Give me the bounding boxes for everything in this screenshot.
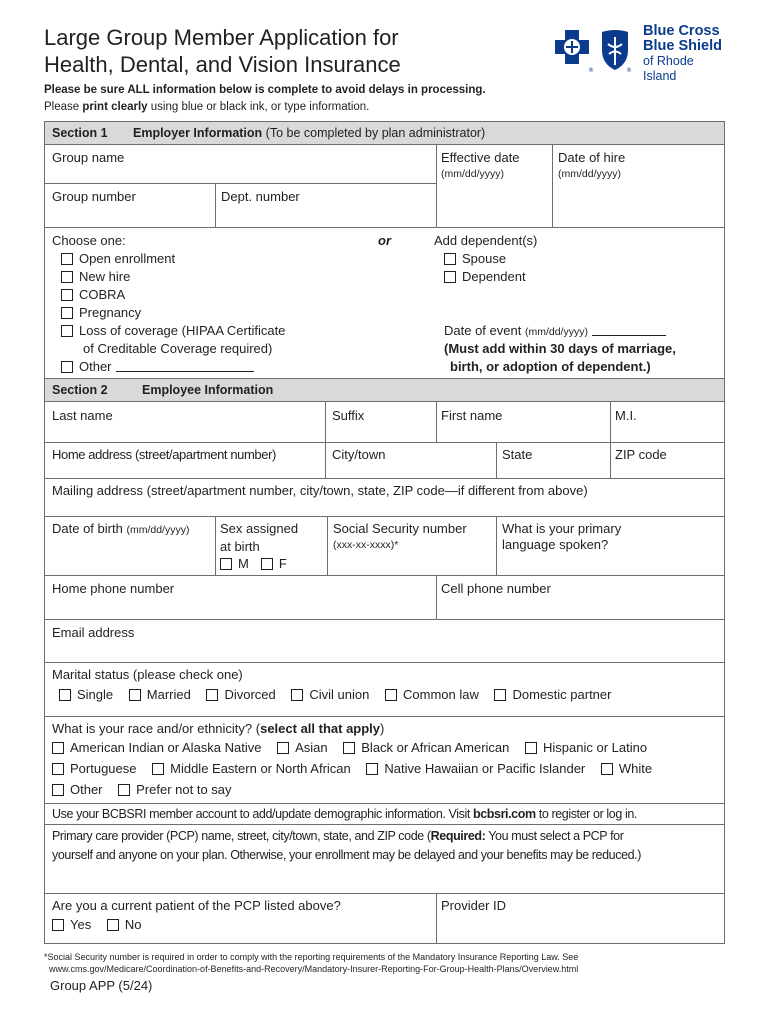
checkbox[interactable]	[385, 689, 397, 701]
checkbox[interactable]	[343, 742, 355, 754]
form-title-line2: Health, Dental, and Vision Insurance	[44, 52, 401, 77]
checkbox[interactable]	[107, 919, 119, 931]
current-patient-options	[52, 916, 153, 934]
form-title-line1: Large Group Member Application for	[44, 25, 399, 50]
sex-options	[220, 555, 287, 573]
checkbox[interactable]	[61, 253, 73, 265]
marital-options	[59, 686, 623, 704]
provider-id-field[interactable]: Provider ID	[441, 898, 507, 913]
section2-header	[45, 379, 724, 401]
section2-title: Employee Information	[142, 383, 274, 397]
race-black[interactable]: Black or African American	[343, 740, 509, 755]
checkbox[interactable]	[52, 919, 64, 931]
date-of-event-blank[interactable]	[592, 323, 666, 336]
footnote-line2: www.cms.gov/Medicare/Coordination-of-Benefits-and-Recovery/Mandatory-Insurer-Reporting-For-Group-Health-Plans/Overview.html	[49, 964, 579, 974]
ssn-field[interactable]: Social Security number	[333, 521, 467, 536]
logo-line2: Blue Shield	[643, 38, 722, 54]
race-row2	[52, 760, 664, 778]
checkbox[interactable]	[444, 271, 456, 283]
checkbox[interactable]	[291, 689, 303, 701]
option-new-hire[interactable]: New hire	[61, 268, 130, 286]
pcp-line2: yourself and anyone on your plan. Otherwise, your enrollment may be delayed and your benefits may be reduced.)	[52, 848, 642, 862]
sex-label-line2: at birth	[220, 539, 260, 554]
marital-domestic-partner[interactable]: Domestic partner	[494, 687, 611, 702]
option-cobra[interactable]: COBRA	[61, 286, 125, 304]
group-number-field[interactable]: Group number	[52, 189, 136, 204]
date-of-hire-field[interactable]: Date of hire	[558, 150, 626, 165]
race-asian[interactable]: Asian	[277, 740, 328, 755]
checkbox[interactable]	[152, 763, 164, 775]
logo-line3: of Rhode Island	[643, 54, 694, 83]
marital-married[interactable]: Married	[129, 687, 191, 702]
home-phone-field[interactable]: Home phone number	[52, 581, 175, 596]
cross-shield-logo-icon	[552, 24, 634, 74]
svg-text:®: ®	[588, 67, 594, 74]
checkbox[interactable]	[52, 763, 64, 775]
date-of-event-field[interactable]: Date of event (mm/dd/yyyy)	[444, 322, 666, 341]
checkbox[interactable]	[494, 689, 506, 701]
current-patient-question: Are you a current patient of the PCP listed above?	[52, 898, 341, 913]
sex-label-line1: Sex assigned	[220, 521, 299, 536]
checkbox[interactable]	[525, 742, 537, 754]
race-white[interactable]: White	[601, 761, 652, 776]
svg-text:®: ®	[626, 67, 632, 74]
marital-civil-union[interactable]: Civil union	[291, 687, 369, 702]
race-prefer-not[interactable]: Prefer not to say	[118, 782, 231, 797]
checkbox[interactable]	[61, 361, 73, 373]
marital-divorced[interactable]: Divorced	[206, 687, 275, 702]
group-name-field[interactable]: Group name	[52, 150, 125, 165]
sex-m-option[interactable]: M	[220, 556, 249, 571]
must-add-line1: (Must add within 30 days of marriage,	[444, 341, 676, 356]
state-field[interactable]: State	[502, 447, 533, 462]
form-title	[44, 24, 401, 78]
checkbox[interactable]	[61, 271, 73, 283]
marital-status-label: Marital status (please check one)	[52, 667, 243, 682]
option-dependent[interactable]: Dependent	[444, 268, 526, 286]
option-spouse[interactable]: Spouse	[444, 250, 506, 268]
section1-header	[45, 122, 724, 144]
current-patient-yes[interactable]: Yes	[52, 917, 91, 932]
dob-field[interactable]: Date of birth (mm/dd/yyyy)	[52, 521, 190, 536]
instruction-complete: Please be sure ALL information below is complete to avoid delays in processing.	[44, 84, 486, 96]
language-line2: language spoken?	[502, 537, 609, 552]
choose-one-label: Choose one:	[52, 233, 126, 248]
pcp-field[interactable]: Primary care provider (PCP) name, street, city/town, state, and ZIP code (Required: You must select a PCP for	[52, 829, 624, 843]
race-row3	[52, 781, 244, 799]
mailing-address-field[interactable]: Mailing address (street/apartment number, city/town, state, ZIP code—if different from above)	[52, 483, 588, 498]
checkbox[interactable]	[61, 325, 73, 337]
checkbox[interactable]	[206, 689, 218, 701]
checkbox[interactable]	[118, 784, 130, 796]
ssn-format: (xxx-xx-xxxx)*	[333, 539, 399, 551]
mi-field[interactable]: M.I.	[615, 408, 637, 423]
option-open-enrollment[interactable]: Open enrollment	[61, 250, 175, 268]
loss-of-coverage-cont: of Creditable Coverage required)	[83, 341, 273, 356]
race-portuguese[interactable]: Portuguese	[52, 761, 137, 776]
section2-number: Section 2	[52, 383, 108, 397]
email-field[interactable]: Email address	[52, 625, 135, 640]
zip-field[interactable]: ZIP code	[615, 447, 667, 462]
language-line1[interactable]: What is your primary	[502, 521, 622, 536]
city-field[interactable]: City/town	[332, 447, 386, 462]
ssn-footnote	[44, 951, 578, 975]
section1-title: Employer Information (To be completed by plan administrator)	[133, 126, 486, 140]
current-patient-no[interactable]: No	[107, 917, 142, 932]
form-code: Group APP (5/24)	[50, 978, 153, 993]
checkbox[interactable]	[444, 253, 456, 265]
race-other[interactable]: Other	[52, 782, 103, 797]
section1-number: Section 1	[52, 126, 108, 140]
option-loss-of-coverage[interactable]: Loss of coverage (HIPAA Certificate	[61, 322, 285, 340]
checkbox[interactable]	[261, 558, 273, 570]
checkbox[interactable]	[52, 784, 64, 796]
checkbox[interactable]	[277, 742, 289, 754]
bcbsri-logo	[552, 23, 727, 83]
add-dependents-label: Add dependent(s)	[434, 233, 538, 248]
suffix-field[interactable]: Suffix	[332, 408, 365, 423]
race-american-indian[interactable]: American Indian or Alaska Native	[52, 740, 261, 755]
option-other[interactable]: Other	[61, 358, 254, 376]
checkbox[interactable]	[129, 689, 141, 701]
logo-line1: Blue Cross	[643, 23, 720, 39]
checkbox[interactable]	[366, 763, 378, 775]
home-address-field[interactable]: Home address (street/apartment number)	[52, 447, 276, 462]
marital-common-law[interactable]: Common law	[385, 687, 479, 702]
checkbox[interactable]	[52, 742, 64, 754]
date-of-hire-format: (mm/dd/yyyy)	[558, 168, 621, 180]
race-row1	[52, 739, 659, 757]
application-form	[44, 121, 725, 944]
footnote-line1: *Social Security number is required in order to comply with the reporting requirements of the Mandatory Insurance Reporting Law. See	[44, 952, 579, 962]
dept-number-field[interactable]: Dept. number	[221, 189, 300, 204]
checkbox[interactable]	[220, 558, 232, 570]
last-name-field[interactable]: Last name	[52, 408, 113, 423]
checkbox[interactable]	[601, 763, 613, 775]
bcbsri-account-note: Use your BCBSRI member account to add/update demographic information. Visit bcbsri.com to register or log in.	[52, 807, 637, 821]
cell-phone-field[interactable]: Cell phone number	[441, 581, 551, 596]
checkbox[interactable]	[61, 289, 73, 301]
option-pregnancy[interactable]: Pregnancy	[61, 304, 141, 322]
logo-text	[643, 24, 727, 84]
other-blank[interactable]	[116, 359, 254, 372]
must-add-line2: birth, or adoption of dependent.)	[450, 359, 651, 374]
checkbox[interactable]	[59, 689, 71, 701]
checkbox[interactable]	[61, 307, 73, 319]
race-middle-eastern[interactable]: Middle Eastern or North African	[152, 761, 351, 776]
race-question: What is your race and/or ethnicity? (select all that apply)	[52, 721, 385, 736]
race-native-hawaiian[interactable]: Native Hawaiian or Pacific Islander	[366, 761, 585, 776]
first-name-field[interactable]: First name	[441, 408, 503, 423]
or-label: or	[378, 233, 391, 248]
sex-f-option[interactable]: F	[261, 556, 287, 571]
race-hispanic[interactable]: Hispanic or Latino	[525, 740, 647, 755]
effective-date-field[interactable]: Effective date	[441, 150, 520, 165]
marital-single[interactable]: Single	[59, 687, 113, 702]
instruction-print: Please print clearly using blue or black ink, or type information.	[44, 101, 370, 113]
bcbsri-link[interactable]: bcbsri.com	[473, 807, 536, 821]
effective-date-format: (mm/dd/yyyy)	[441, 168, 504, 180]
